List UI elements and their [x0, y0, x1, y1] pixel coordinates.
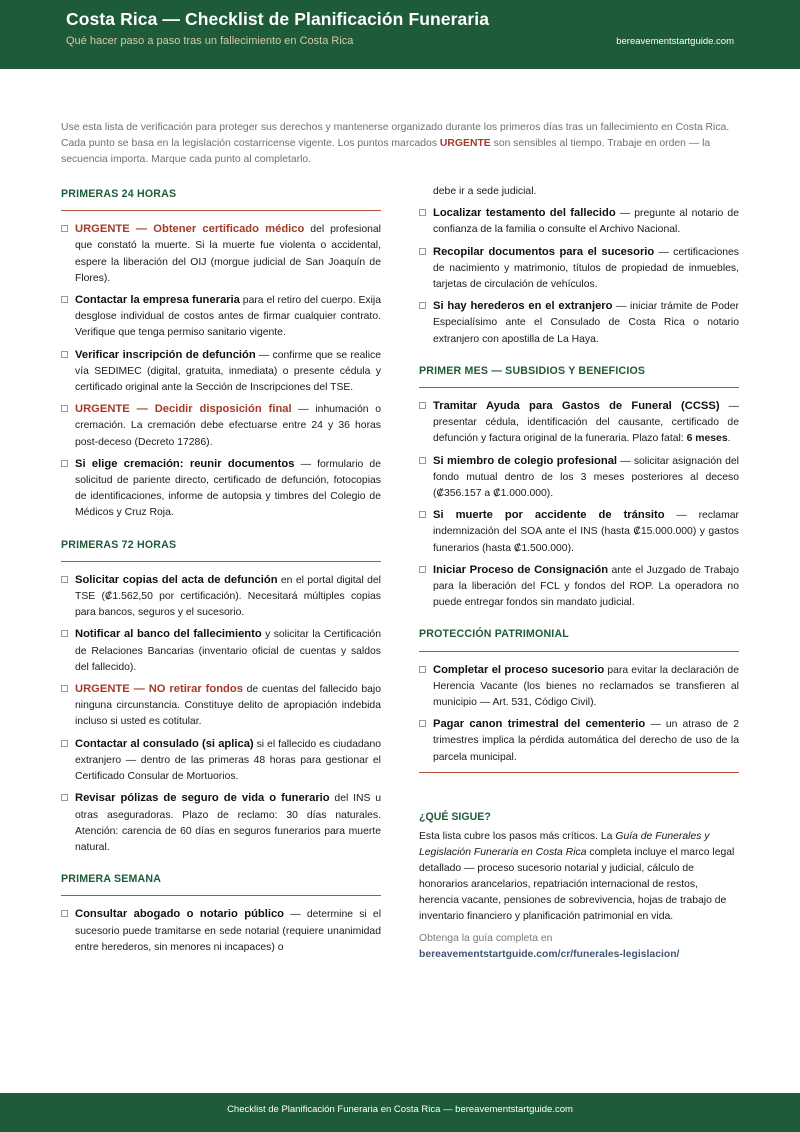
intro-text-before: Use esta lista de verificación para proteger sus derechos y mantenerse organizado durante los primeros días tras un fallecimiento en Costa Rica. Cada punto se basa en la legislación costarricense vigente. Los puntos marcados: [61, 122, 730, 149]
next-text-before: Esta lista cubre los pasos más críticos. La: [419, 831, 616, 843]
footer-text: Checklist de Planificación Funeraria en Costa Rica — bereavementstartguide.com: [227, 1104, 573, 1115]
item-title: Completar el proceso sucesorio: [433, 663, 605, 676]
page-header: [0, 0, 800, 69]
item-desc: para el retiro del cuerpo. Exija desglose individual de costos antes de firmar cualquier contrato. Verifique que tenga permiso sanitario vigente.: [75, 295, 381, 339]
item-desc: y solicitar la Certificación de Relaciones Bancarias (inventario oficial de cuentas y saldos del fallecido).: [75, 629, 381, 673]
checkbox[interactable]: [61, 910, 68, 917]
item-title: URGENTE — Obtener certificado médico: [75, 223, 305, 236]
item-tail: .: [727, 433, 731, 445]
section-divider: [419, 772, 739, 773]
checkbox[interactable]: [61, 405, 68, 412]
item-desc: del INS u otras aseguradoras. Plazo de reclamo: 30 días naturales. Atención: carencia de 60 días en seguros funerarios para muerte natural.: [75, 793, 381, 853]
checkbox[interactable]: [419, 248, 426, 255]
item-desc: — pregunte al notario de confianza de la familia o consulte el Archivo Nacional.: [433, 208, 739, 236]
checklist-item[interactable]: [419, 562, 739, 612]
checklist-item[interactable]: [61, 401, 381, 451]
item-title: Contactar la empresa funeraria: [75, 294, 240, 307]
intro-urgent-word: URGENTE: [439, 138, 491, 149]
checkbox[interactable]: [61, 794, 68, 801]
item-title: Iniciar Proceso de Consignación: [433, 563, 609, 576]
item-title: Tramitar Ayuda para Gastos de Funeral (CCSS): [433, 400, 720, 413]
item-title: Si miembro de colegio profesional: [433, 454, 618, 467]
checkbox[interactable]: [61, 630, 68, 637]
checkbox[interactable]: [61, 576, 68, 583]
next-steps: [419, 809, 739, 963]
item-desc: para evitar la declaración de Herencia Vacante (los bienes no reclamados se transfieren al municipio — Art. 531, Código Civil).: [433, 664, 739, 709]
checklist-item[interactable]: [61, 736, 381, 786]
checklist-item[interactable]: [61, 790, 381, 856]
next-heading: ¿QUÉ SIGUE?: [419, 810, 491, 823]
section-heading: PRIMERAS 72 HORAS: [61, 537, 381, 562]
checkbox[interactable]: [419, 511, 426, 518]
checkbox[interactable]: [61, 740, 68, 747]
item-desc: — presentar cédula, identificación del causante, certificado de defunción y factura original de la funeraria. Plazo fatal:: [433, 401, 739, 445]
item-desc: ante el Juzgado de Trabajo para la liberación del FCL y fondos del ROP. La operadora no puede entregar fondos sin mandato judicial.: [433, 564, 739, 609]
checklist-item[interactable]: [61, 572, 381, 622]
item-desc: — reclamar indemnización del SOA ante el INS (hasta ₡15.000.000) y gastos funerarios (hasta ₡1.500.000).: [433, 510, 739, 554]
checkbox[interactable]: [419, 302, 426, 309]
checklist-item[interactable]: [419, 205, 739, 238]
checklist-item[interactable]: [61, 681, 381, 731]
next-text-after: completa incluye el marco legal detallado — proceso sucesorio notarial y judicial, cálculo de honorarios arancelarios, repatriación internacional de restos, herencia vacante, pensiones de sobrevivencia, hojas de trabajo de inventario financiero y planificación patrimonial en vida.: [419, 847, 735, 923]
section-heading: PROTECCIÓN PATRIMONIAL: [419, 626, 739, 651]
item-title: Solicitar copias del acta de defunción: [75, 573, 278, 586]
section-heading: PRIMERAS 24 HORAS: [61, 186, 381, 211]
checklist-item[interactable]: [61, 906, 381, 956]
next-paragraph: [419, 829, 739, 925]
checklist-item[interactable]: [419, 298, 739, 348]
page-title: Costa Rica — Checklist de Planificación Funeraria: [66, 9, 490, 29]
section-heading: PRIMERA SEMANA: [61, 871, 381, 896]
next-link-label: Obtenga la guía completa en: [419, 933, 553, 945]
item-title: Localizar testamento del fallecido: [433, 207, 616, 220]
item-desc: — solicitar asignación del fondo mutual dentro de los 3 meses posteriores al deceso (₡356.157 a ₡1.000.000).: [433, 455, 739, 500]
item-desc: — inhumación o cremación. La cremación debe efectuarse entre 24 y 36 horas post-deceso (Decreto 17286).: [75, 404, 381, 448]
item-desc: de cuentas del fallecido bajo ninguna circunstancia. Constituye delito de apropiación indebida incluso si usted es cotitular.: [75, 684, 381, 728]
checklist-item[interactable]: [419, 453, 739, 503]
item-desc: del profesional que constató la muerte. Si la muerte fue violenta o accidental, espere la liberación del OIJ (morgue judicial de San Joaquín de Flores).: [75, 224, 381, 284]
item-desc: — formulario de solicitud de pariente directo, certificado de defunción, fotocopias de identificaciones, informe de autopsia y timbres del Colegio de Médicos y Cruz Roja.: [75, 458, 381, 519]
intro-paragraph: [61, 120, 739, 168]
item-title: Revisar pólizas de seguro de vida o funerario: [75, 792, 330, 805]
item-title: Contactar al consulado (si aplica): [75, 737, 254, 750]
checklist-item[interactable]: [419, 398, 739, 448]
intro-text-after: son sensibles al tiempo. Trabaje en orden — la secuencia importa. Marque cada punto al completarlo.: [61, 138, 711, 165]
item-title: Notificar al banco del fallecimiento: [75, 628, 262, 641]
checklist-item[interactable]: [61, 292, 381, 342]
item-desc: si el fallecido es ciudadano extranjero — dentro de las primeras 48 horas para gestionar el Certificado Consular de Mortuorios.: [75, 738, 382, 783]
checkbox[interactable]: [419, 566, 426, 573]
item-title: URGENTE — Decidir disposición final: [75, 403, 292, 416]
section-heading: PRIMER MES — SUBSIDIOS Y BENEFICIOS: [419, 363, 739, 388]
checkbox[interactable]: [419, 402, 426, 409]
page-footer: [0, 1093, 800, 1132]
item-title: Pagar canon trimestral del cementerio: [433, 718, 646, 731]
item-title: Si elige cremación: reunir documentos: [75, 457, 295, 470]
checkbox[interactable]: [61, 296, 68, 303]
page-subtitle: Qué hacer paso a paso tras un fallecimiento en Costa Rica: [66, 35, 354, 47]
checkbox[interactable]: [61, 351, 68, 358]
checkbox[interactable]: [61, 460, 68, 467]
item-title: Si muerte por accidente de tránsito: [433, 509, 665, 522]
item-title: Consultar abogado o notario público: [75, 908, 285, 921]
header-site: bereavementstartguide.com: [616, 36, 734, 47]
checklist-item[interactable]: [61, 347, 381, 397]
checklist-item[interactable]: [419, 244, 739, 294]
item-deadline: 6 meses: [686, 433, 728, 445]
checklist-item[interactable]: [61, 456, 381, 522]
item-title: Recopilar documentos para el sucesorio: [433, 245, 655, 258]
item-desc: — un atraso de 2 trimestres implica la pérdida automática del derecho de uso de la parcela municipal.: [433, 719, 739, 763]
item-desc: — determine si el sucesorio puede tramitarse en sede notarial (requiere unanimidad entre herederos, sin menores ni incapaces) o: [75, 909, 382, 953]
item-continuation: debe ir a sede judicial.: [433, 186, 537, 197]
checkbox[interactable]: [419, 209, 426, 216]
checkbox[interactable]: [419, 666, 426, 673]
left-column: [61, 186, 381, 961]
item-desc: — confirme que se realice vía SEDIMEC (digital, gratuita, inmediata) o presente cédula y certificado original ante la Sección de Inscripciones del TSE.: [75, 349, 381, 394]
guide-link[interactable]: bereavementstartguide.com/cr/funerales-legislacion/: [419, 949, 680, 961]
checklist-item[interactable]: [419, 716, 739, 766]
item-title: Si hay herederos en el extranjero: [433, 300, 613, 313]
guide-name: Guía de Funerales y Legislación Funeraria en Costa Rica: [419, 831, 710, 859]
item-desc: — iniciar trámite de Poder Especialísimo ante el Consulado de Costa Rica o notario extranjero con apostilla de La Haya.: [433, 301, 739, 345]
checklist-item[interactable]: [61, 626, 381, 676]
checkbox[interactable]: [419, 720, 426, 727]
checklist-item[interactable]: [419, 507, 739, 557]
item-title: Verificar inscripción de defunción: [75, 348, 256, 361]
checkbox[interactable]: [61, 685, 68, 692]
item-desc: — certificaciones de nacimiento y matrimonio, títulos de propiedad de inmuebles, tarjetas de circulación de vehículos.: [433, 246, 739, 291]
checkbox[interactable]: [419, 457, 426, 464]
checklist-item[interactable]: [61, 221, 381, 287]
checklist-item[interactable]: [419, 662, 739, 712]
item-title: URGENTE — NO retirar fondos: [75, 683, 243, 696]
checkbox[interactable]: [61, 225, 68, 232]
right-column: [419, 186, 739, 963]
item-desc: en el portal digital del TSE (₡1.562,50 por certificación). Necesitará múltiples copias para bancos, seguros y el sucesorio.: [75, 574, 381, 619]
